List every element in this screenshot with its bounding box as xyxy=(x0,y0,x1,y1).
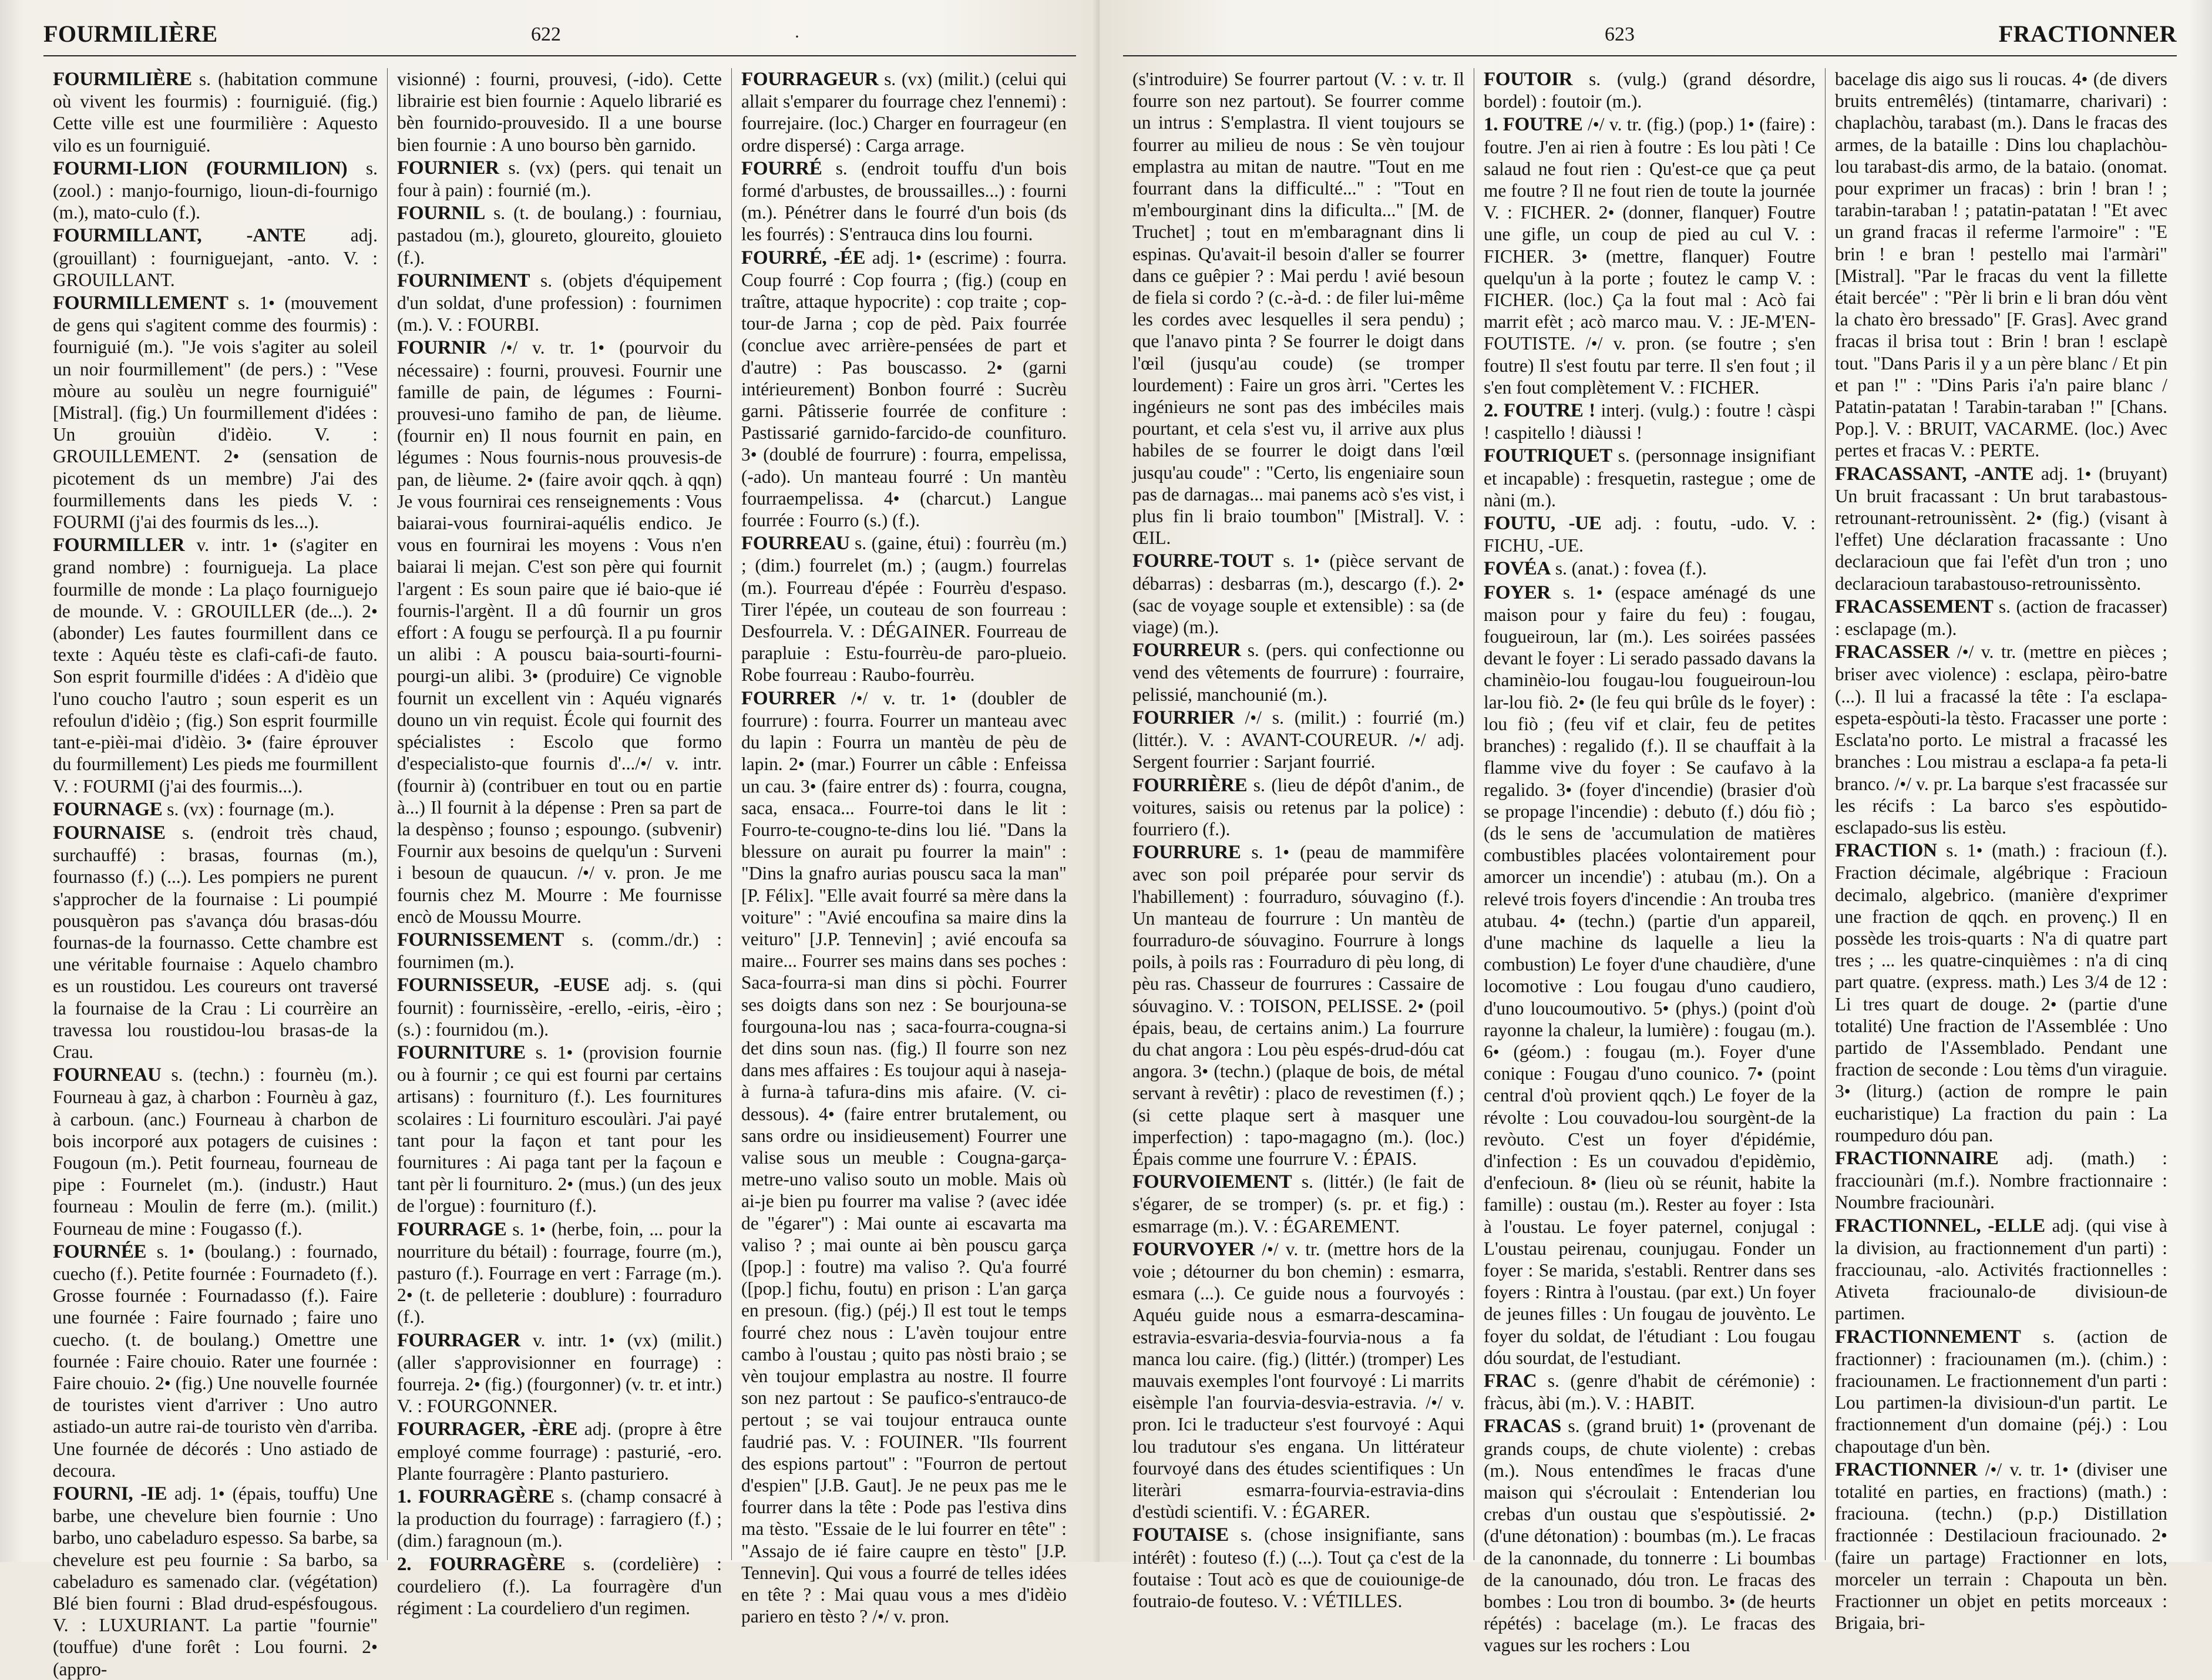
dictionary-entry xyxy=(53,1483,378,1680)
entry-headword: 2. FOURRAGÈRE xyxy=(397,1553,566,1575)
entry-headword: FOURMILLER xyxy=(53,535,185,556)
dictionary-entry xyxy=(1132,1171,1464,1237)
entry-definition: s. (objets d'équipement d'un soldat, d'une profession) : fournimen (m.). V. : FOURBI. xyxy=(397,270,722,335)
entry-headword: FOURRÉ xyxy=(741,157,822,179)
entry-headword: FOURREAU xyxy=(741,533,850,555)
entry-headword: FRACTIONNEL, -ELLE xyxy=(1835,1215,2045,1237)
entry-definition: s. (habitation commune où vivent les fourmis) : fourniguié. (fig.) Cette ville est une fourmilière : Aquesto vilo es un fourniguié. xyxy=(53,69,378,156)
dictionary-entry xyxy=(53,68,378,156)
entry-definition: s. (pers. qui confectionne ou vend des vêtements de fourrure) : fourraire, pelissié, manchounié (m.). xyxy=(1132,640,1464,705)
entry-definition: visionné) : fourni, prouvesi, (-ido). Cette librairie est bien fournie : Aquelo librarié es bèn fournido-prouvesido. Il a une bourse bien fournie : A uno bourso bèn garnido. xyxy=(397,69,722,155)
dictionary-entry xyxy=(397,929,722,973)
dictionary-entry xyxy=(1835,839,2167,1146)
entry-definition: s. (vx) (milit.) (celui qui allait s'emparer du fourrage chez l'ennemi) : fourrejaire. (loc.) Charger en fourrageur (en ordre dispersé) : Carga arrage. xyxy=(741,69,1067,156)
dictionary-entry xyxy=(741,247,1067,532)
dictionary-entry xyxy=(741,68,1067,156)
entry-definition: s. 1• (herbe, foin, ... pour la nourriture du bétail) : fourrage, fourre (m.), pasturo (f.). Fourrage en vert : Farrage (m.). 2• (t. de pelleterie : doublure) : fourraduro (f.). xyxy=(397,1218,722,1328)
entry-definition: s. (champ consacré à la production du fourrage) : farragiero (f.) ; (dim.) faragnoun (m.). xyxy=(397,1486,722,1551)
entry-definition: s. (action de fractionner) : fraciounamen (m.). (chim.) : fraciounamen. Le fractionnement d'un parti : Lou partimen-la divisioun-d'un partit. Le fractionnement d'un domaine (péj.) : Lou chapoutage d'un bèn. xyxy=(1835,1326,2167,1457)
entry-headword: FOURNEAU xyxy=(53,1064,162,1086)
entry-headword: FOURRER xyxy=(741,687,836,709)
entry-headword: FOURRIÈRE xyxy=(1132,774,1248,796)
entry-headword: FOURNI, -IE xyxy=(53,1483,167,1504)
dictionary-entry xyxy=(397,1486,722,1552)
dictionary-entry xyxy=(1132,841,1464,1170)
entry-definition: s. 1• (provision fournie ou à fournir ; ce qui est fourni par certains artisans) : fournituro (f.). Les fournitures scolaires : Li fournituro escoulàri. J'ai payé tant pour la façon et tant pour les fournitures : Ai paga tant per la façoun e tant pèr li fournituro. 2• (mus.) (un des jeux de l'orgue) : fournituro (f.). xyxy=(397,1041,722,1217)
dictionary-entry xyxy=(53,534,378,797)
entry-headword: FOYER xyxy=(1484,582,1551,603)
entry-definition: s. (genre d'habit de cérémonie) : fràcus, àbi (m.). V. : HABIT. xyxy=(1484,1370,1816,1414)
dictionary-entry xyxy=(741,532,1067,686)
entry-definition: s. (comm./dr.) : fournimen (m.). xyxy=(397,929,722,973)
dictionary-entry xyxy=(53,224,378,291)
dictionary-entry xyxy=(397,270,722,336)
entry-headword: FOURRIER xyxy=(1132,707,1235,728)
entry-definition: s. 1• (espace aménagé ds une maison pour y faire du feu) : fougau, fougueiroun, lar (m.). Les soirées passées devant le foyer : Li serado passado davans la chaminèio-lou fougau-lou fougueiroun-lou lar-lou fiò. 2• (le feu qui brûle ds le foyer) : lou fiò ; (feu vif et clair, feu de petites branches) : regalido (f.). Il se chauffait à la flamme vive du foyer : Se caufavo à la regalido. 3• (foyer d'incendie) (brasier d'où se propage l'incendie) : debuto (f.) dóu fiò ; (ds le sens de 'accumulation de matières combustibles placées volontairement pour amorcer un incendie') : atubau (m.). On a relevé trois foyers d'incendie : An trouba tres atubau. 4• (techn.) (partie d'un appareil, d'une machine ds laquelle a lieu la combustion) Le foyer d'une chaudière, d'une locomotive : Lou fougau d'uno caudiero, d'uno loucoumoutivo. 5• (phys.) (point d'où rayonne la chaleur, la lumière) : fougau (m.). 6• (géom.) : fougau (m.). Foyer d'une conique : Fougau d'uno counico. 7• (point central d'où provient qqch.) Le foyer de la révolte : Lou couvadou-lou sourgènt-de la revòuto. C'est un foyer d'épidémie, d'infection : Es un couvadou d'epidèmio, d'enfecioun. 8• (lieu où se réunit, habite la famille) : oustau (m.). Rester au foyer : Ista à l'oustau. Le foyer paternel, conjugal : L'oustau peirenau, counjugau. Fonder un foyer : Se marida, s'establi. Rentrer dans ses foyers : Rintra à l'oustau. (par ext.) Un foyer de jeunes filles : Un fougau de jouvènto. Le foyer du soldat, de l'étudiant : Lou fougau dóu sourdat, de l'estudiant. xyxy=(1484,582,1816,1368)
dictionary-entry xyxy=(397,1418,722,1484)
entry-definition: s. (action de fracasser) : esclapage (m.). xyxy=(1835,596,2167,640)
dictionary-entry xyxy=(1484,445,1816,511)
page-edge-shadow xyxy=(0,0,23,1562)
entry-headword: FOURMILLANT, -ANTE xyxy=(53,225,306,247)
dictionary-entry xyxy=(397,157,722,201)
entry-definition: adj. s. (qui fournit) : fournissèire, -erello, -eiris, -èiro ; (s.) : fournidou (m.). xyxy=(397,975,722,1040)
entry-headword: FOURVOIEMENT xyxy=(1132,1171,1292,1193)
entry-headword: 1. FOUTRE xyxy=(1484,114,1583,136)
left-columns xyxy=(43,68,1076,1679)
entry-definition: s. (gaine, étui) : fourrèu (m.) ; (dim.) fourrelet (m.) ; (augm.) fourrelas (m.). Fourreau d'épée : Fourrèu d'espaso. Tirer l'épée, un couteau de son fourreau : Desfourrela. V. : DÉGAINER. Fourreau de parapluie : Estu-fourrèu-de paro-plueio. Robe fourreau : Raubo-fourrèu. xyxy=(741,533,1067,686)
dictionary-entry xyxy=(397,202,722,268)
entry-headword: FOURMI-LION (FOURMILION) xyxy=(53,157,348,179)
entry-headword: FOUTU, -UE xyxy=(1484,513,1602,535)
right-column-2 xyxy=(1474,68,1826,1656)
dictionary-entry xyxy=(1132,1238,1464,1523)
entry-headword: FOURNIR xyxy=(397,337,486,359)
dictionary-entry xyxy=(53,822,378,1063)
entry-headword: FOURNISSEUR, -EUSE xyxy=(397,975,610,996)
entry-headword: FOURREUR xyxy=(1132,640,1241,661)
entry-definition: s. (vulg.) (grand désordre, bordel) : foutoir (m.). xyxy=(1484,69,1816,112)
dictionary-entry xyxy=(741,157,1067,246)
entry-definition: bacelage dis aigo sus li roucas. 4• (de divers bruits entremêlés) (tintamarre, charivari) : chaplachòu, tarabast (m.). Dans le fracas des armes, de la bataille : Dins lou chaplachòu-lou tarabast-dis armo, de la bataio. (onomat. pour exprimer un fracas) : brin ! bran ! ; tarabin-taraban ! ; patatin-patatan ! "Et avec un grand fracas il referme l'armoire" : "E brin ! e bran ! pestello mai l'armàri" [Mistral]. "Par le fracas du vent la fillette était bercée" : "Pèr li brin e li bran dóu vènt la chato èro bressado" [F. Gras]. Avec grand fracas il brisa tout : Brin ! bran ! esclapè tout. "Dans Paris il y a un père blanc / Et pin et pan !" : "Dins Paris i'a'n paire blanc / Patatin-patatan ! Tarabin-taraban !" [Chans. Pop.]. V. : BRUIT, VACARME. (loc.) Avec pertes et fracas V. : PERTE. xyxy=(1835,69,2167,461)
entry-definition: s. (vx) : fournage (m.). xyxy=(167,798,335,819)
entry-definition: s. (littér.) (le fait de s'égarer, de se tromper) (s. pr. et fig.) : esmarrage (m.). V. : ÉGAREMENT. xyxy=(1132,1171,1464,1237)
entry-definition: s. 1• (mouvement de gens qui s'agitent comme des fourmis) : fourniguié (m.). "Je vois s'agiter au soleil un noir fourmillement" (de pers.) : "Vese mòure au soulèu un negre fourniguié" [Mistral]. (fig.) Un fourmillement d'idées : Un grouiùn d'idèio. V. : GROUILLEMENT. 2• (sensation de picotement ds un membre) J'ai des fourmillements dans les pieds V. : FOURMI (j'ai des fourmis ds les...). xyxy=(53,293,378,533)
entry-definition: (s'introduire) Se fourrer partout (V. : v. tr. Il fourre son nez partout). Se fourrer comme un intrus : S'emplastra. Il vient toujours se fourrer au milieu de nous : Se vèn toujour emplastra au mitan de nautre. "Tout en me fourrant dans la difficulté..." : "Tout en m'embourginant dins la dificulta..." [M. de Truchet] ; tout en m'embaragnant dins li espinas. Qu'avait-il besoin d'aller se fourrer dans ce guêpier ? : Mai perdu ! avié besoun de fiela si cordo ? (c.-à-d. : de filer lui-même les cordes avec lesquelles il sera pendu) ; que l'anavo pinta ? Se fourrer le doigt dans l'œil (jusqu'au coude) (se tromper lourdement) : Faire un gros àrri. "Certes les ingénieurs ne sont pas des imbéciles mais pourtant, et cela s'est vu, il arrive aux plus habiles de se fourrer le doigt dans l'œil jusqu'au coude" : "Certo, lis engeniaire soun pas de darnagas... mai panems acò s'es vist, i plus fin li braio toumbon" [Mistral]. V. : ŒIL. xyxy=(1132,69,1464,549)
dictionary-entry xyxy=(1132,68,1464,549)
entry-definition: /•/ v. tr. (fig.) (pop.) 1• (faire) : foutre. J'en ai rien à foutre : Es lou pàti ! Ce salaud ne fout rien : Qu'est-ce que ça peut me foutre ? Il ne fout rien de toute la journée V. : FICHER. 2• (donner, flanquer) Foutre une gifle, un coup de pied au cul V. : FICHER. 3• (mettre, flanquer) Foutre quelqu'un à la porte ; foutez le camp V. : FICHER. (loc.) Ça la fout mal : Acò fai marrit efèt ; acò marco mau. V. : JE-M'EN-FOUTISTE. /•/ v. pron. (se foutre ; s'en foutre) Il s'est foutu par terre. Il s'en fout ; il s'en fout complètement V. : FICHER. xyxy=(1484,114,1816,398)
dictionary-entry xyxy=(397,1553,722,1619)
entry-definition: adj. (propre à être employé comme fourrage) : pasturié, -ero. Plante fourragère : Planto pasturiero. xyxy=(397,1419,722,1484)
left-column-3 xyxy=(732,68,1076,1627)
dictionary-entry xyxy=(53,292,378,533)
entry-headword: FRACTIONNAIRE xyxy=(1835,1147,1999,1169)
entry-headword: FOURNAISE xyxy=(53,822,166,844)
right-guide-word: FRACTIONNER xyxy=(1998,21,2177,47)
dictionary-entry xyxy=(53,1064,378,1239)
right-column-1 xyxy=(1123,68,1474,1612)
dictionary-entry xyxy=(397,1041,722,1217)
dictionary-entry xyxy=(1835,463,2167,594)
entry-definition: v. intr. 1• (s'agiter en grand nombre) : fournigueja. La place fourmille de monde : La plaço fourniguejo de mounde. V. : GROUILLER (de...). 2• (abonder) Les fautes fourmillent dans ce texte : Aquéu tèste es clafi-cafi-de fauto. Son esprit fourmille d'idées : A d'idèio que l'uno coucho l'autro ; soun esperit es un refoulun d'idèio ; (fig.) Son esprit fourmille tant-e-pièi-mai d'idèio. 3• (faire éprouver du fourmillement) Les pieds me fourmillent V. : FOURMI (j'ai des fourmis...). xyxy=(53,535,378,797)
dictionary-entry xyxy=(1835,1326,2167,1457)
entry-definition: s. 1• (boulang.) : fournado, cuecho (f.). Petite fournée : Fournadeto (f.). Grosse fournée : Fournadasso (f.). Faire une fournée : Faire fournado ; faire uno cuecho. (t. de boulang.) Omettre une fournée : Faire chouio. Rater une fournée : Faire chouio. 2• (fig.) Une nouvelle fournée de touristes vient d'arriver : Uno autro astiado-un autre rai-de touristo vèn d'arriba. Une fournée de décorés : Uno astiado de decoura. xyxy=(53,1241,378,1481)
dictionary-entry xyxy=(53,1241,378,1481)
dictionary-entry xyxy=(1835,1459,2167,1634)
entry-definition: s. (zool.) : manjo-fournigo, lioun-di-fournigo (m.), mato-culo (f.). xyxy=(53,157,378,223)
header-separator: · xyxy=(794,27,800,46)
entry-headword: FOURRAGEUR xyxy=(741,69,879,90)
entry-headword: FOURNISSEMENT xyxy=(397,929,564,950)
entry-headword: FOURRÉ, -ÉE xyxy=(741,247,866,268)
dictionary-entry xyxy=(1484,399,1816,443)
entry-headword: FOURMILIÈRE xyxy=(53,69,192,90)
entry-definition: /•/ v. tr. 1• (doubler de fourrure) : fourra. Fourrer un manteau avec du lapin : Fourra un mantèu de pèu de lapin. 2• (mar.) Fourrer un câble : Enfeissa un cau. 3• (faire entrer ds) : fourra, cougna, saca, ensaca... Fourre-toi dans le lit : Fourro-te-cougno-te-dins lou lié. "Dans la blessure on aurait pu fourrer la main" : "Dins la gnafro aurias pouscu saca la man" [P. Félix]. "Elle avait fourré sa mère dans la voiture" : "Avié encoufina sa maire dins la veituro" [J.P. Tennevin] ; avié encoufa sa maire... Fourrer ses mains dans ses poches : Saca-fourra-si man dins si pòchi. Fourrer ses doigts dans son nez : Se bourjouna-se fourgouna-lou nas ; saca-fourra-cougna-si det dins soun nas. (fig.) Il fourre son nez dans mes affaires : Es toujour aqui à naseja-à furna-à tafura-dins mis afaire. (V. ci-dessous). 4• (faire entrer brutalement, ou sans ordre ou insidieusement) Fourrer une valise sous un meuble : Cougna-garça-metre-uno valiso souto un moble. Mais où ai-je bien pu fourrer ma valise ? (avec idée de "égarer") : Mai ounte ai escavarta ma valiso ? ; mai ounte ai bèn pouscu garça ([pop.] : foutre) ma valiso ?. Qu'a fourré ([pop.] fichu, foutu) en prison : L'an garça en presoun. (fig.) (péj.) Il est tout le temps fourré chez nous : L'avèn toujour entre cambo à l'oustau ; quito pas nòsti braio ; se vèn toujour emplastra au nostre. Il fourre son nez partout : Se paufico-s'entrauco-de pertout ; se vai toujour entrauca ounte faudrié pas. V. : FOUINER. "Ils fourrent des espions partout" : "Fourron de pertout d'espien" [J.B. Gaut]. Je ne peux pas me le fourrer dans la tête : Pode pas l'estiva dins ma tèsto. "Essaie de le lui fourrer en tête" : "Assajo de ié faire caupre en tèsto" [J.P. Tennevin]. Qui vous a fourré de telles idées en tête ? : Mai quau vous a mes d'idèio pariero en tèsto ? /•/ v. pron. xyxy=(741,687,1067,1627)
dictionary-entry xyxy=(397,337,722,927)
entry-headword: FOUTOIR xyxy=(1484,69,1573,90)
dictionary-entry xyxy=(1132,550,1464,638)
entry-headword: FRACASSANT, -ANTE xyxy=(1835,463,2034,485)
dictionary-entry xyxy=(1484,113,1816,398)
dictionary-entry xyxy=(53,157,378,224)
dictionary-entry xyxy=(1835,596,2167,640)
right-columns xyxy=(1123,68,2177,1656)
entry-headword: FOURNIMENT xyxy=(397,270,530,291)
entry-definition: v. intr. 1• (vx) (milit.) (aller s'approvisionner en fourrage) : fourreja. 2• (fig.) (fourgonner) (v. tr. et intr.) V. : FOURGONNER. xyxy=(397,1329,722,1417)
dictionary-entry xyxy=(1132,707,1464,773)
left-column-1 xyxy=(43,68,388,1679)
entry-definition: s. (lieu de dépôt d'anim., de voitures, saisis ou retenus par la police) : fourriero (f.). xyxy=(1132,774,1464,839)
entry-definition: s. 1• (math.) : fracioun (f.). Fraction décimale, algébrique : Fracioun decimalo, algebrico. (manière d'exprimer une fraction de qqch. en provenç.) Il en possède les trois-quarts : N'a di quatre part tres ; ... les quatre-cinquièmes : n'a di cinq part quatre. (express. math.) Les 3/4 de 12 : Li tres quart de douge. 2• (partie d'une totalité) Une fraction de l'Assemblée : Uno partido de l'Assemblado. Pendant une fraction de seconde : Lou tèms d'un viraguie. 3• (liturg.) (action de rompre le pain eucharistique) La fraction du pain : La roumpeduro dóu pan. xyxy=(1835,840,2167,1145)
entry-headword: FRACTIONNEMENT xyxy=(1835,1326,2021,1348)
entry-definition: s. 1• (pièce servant de débarras) : desbarras (m.), descargo (f.). 2• (sac de voyage souple et extensible) : sa (de viage) (m.). xyxy=(1132,550,1464,638)
entry-definition: s. (endroit très chaud, surchauffé) : brasas, fournas (m.), fournasso (f.) (...). Les pompiers ne purent s'approcher de la fournaise : Li poumpié pousquèron pas s'avança dóu brasas-dóu fournas-de la fournasso. Cette chambre est une véritable fournaise : Aquelo chambro es un roustidou. Les coureurs ont traversé la fournaise de la Crau : Li courrèire an travessa lou roustidou-lou brasas-de la Crau. xyxy=(53,822,378,1062)
entry-definition: /•/ v. tr. (mettre hors de la voie ; détourner du bon chemin) : esmarra, esmara (...). Ce guide nous a fourvoyés : Aquéu guide nous a esmarra-descamina-estravia-esvaria-desvia-fourvia-nous a fa manca lou caire. (fig.) (littér.) (tromper) Les mauvais exemples l'ont fourvoyé : Li marrits eisèmple l'an fourvia-desvia-estravia. /•/ v. pron. Ici le traducteur s'est fourvoyé : Aqui lou tradutour s'es engana. Un littérateur fourvoyé dans des études scientifiques : Un literàri esmarra-fourvia-estravia-dins d'estùdi scientifi. V. : ÉGARER. xyxy=(1132,1238,1464,1523)
entry-headword: FOURNÉE xyxy=(53,1241,147,1262)
dictionary-entry xyxy=(1132,639,1464,705)
dictionary-entry xyxy=(1484,68,1816,112)
entry-headword: FOURNIL xyxy=(397,203,486,224)
entry-definition: /•/ v. tr. 1• (pourvoir du nécessaire) : fourni, prouvesi. Fournir une famille de pain, de légumes : Fourni-prouvesi-uno famiho de pan, de lièume. (fournir en) Il nous fournit en pain, en légumes : Nous fournis-nous prouvesis-de pan, de lièume. 2• (faire avoir qqch. à qqn) Je vous fournirai ces renseignements : Vous baiarai-vous fournirai-aquélis endico. Je vous en fournirai les moyens : Vous n'en baiarai li mejan. C'est son père qui fournit l'argent : Es soun paire que ié baio-que ié fournis-l'argènt. Il a dû fournir un gros effort : A fougu se perfourçà. Il a pu fournir un alibi : A pouscu baia-sourti-fourni-pourgi-un alibi. 3• (produire) Ce vignoble fournit un excellent vin : Aquéu vignarés douno un vin requist. École qui fournit des spécialistes : Escolo que formo d'especialisto-que fournis d'.../•/ v. intr. (fournir à) (contribuer en tout ou en partie à...) Il fournit à la dépense : Pren sa part de la despènso ; founso ; espoungo. (subvenir) Fournir aux besoins de quelqu'un : Surveni i besoun de quaucun. /•/ v. pron. Je me fournis chez M. Mourre : Me fournisse encò de Moussu Mourre. xyxy=(397,337,722,927)
dictionary-entry xyxy=(53,798,378,821)
entry-definition: adj. (math.) : fracciounàri (m.f.). Nombre fractionnaire : Noumbre fraciounàri. xyxy=(1835,1147,2167,1213)
entry-definition: s. (anat.) : fovea (f.). xyxy=(1555,558,1707,579)
dictionary-entry xyxy=(1835,68,2167,462)
entry-headword: FRACAS xyxy=(1484,1416,1562,1437)
page-edge-shadow xyxy=(2189,0,2212,1562)
entry-definition: s. (techn.) : fournèu (m.). Fourneau à gaz, à charbon : Fournèu à gaz, à carboun. (anc.) Fourneau à charbon de bois incorporé aux potagers de cuisines : Fougoun (m.). Petit fourneau, fourneau de pipe : Fournelet (m.). (industr.) Haut fourneau : Moulin de ferre (m.). (milit.) Fourneau de mine : Fougasso (f.). xyxy=(53,1064,378,1239)
right-column-3 xyxy=(1826,68,2177,1634)
entry-definition: s. 1• (peau de mammifère avec son poil préparée pour servir ds l'habillement) : fourraduro, sóuvagino (f.). Un manteau de fourrure : Un mantèu de fourraduro-de sóuvagino. Fourrure à longs poils, à poils ras : Fourraduro di pèu long, di pèu ras. Chasseur de fourrures : Cassaire de sóuvagino. V. : TOISON, PELISSE. 2• (poil épais, beau, de certains anim.) La fourrure du chat angora : Lou pèu espés-drud-dóu cat angora. 3• (techn.) (plaque de bois, de métal servant à revêtir) : placo de revestimen (f.) ; (si cette plaque sert à masquer une imperfection) : tapo-magagno (m.). (loc.) Épais comme une fourrure V. : ÉPAIS. xyxy=(1132,842,1464,1169)
entry-definition: adj. 1• (escrime) : fourra. Coup fourré : Cop fourra ; (fig.) (coup en traître, attaque hypocrite) : cop traite ; cop-tour-de Jarna ; cop de pèd. Paix fourrée (conclue avec arrière-pensées de part et d'autre) : Pas bouscasso. 2• (garni intérieurement) Bonbon fourré : Sucrèu garni. Pâtisserie fourrée de confiture : Pastissarié garnido-farcido-de counfituro. 3• (doublé de fourrure) : fourra, empelissa, (-ado). Un manteau fourré : Un mantèu fourraempelissa. 4• (charcut.) Langue fourrée : Fourro (s.) (f.). xyxy=(741,247,1067,531)
entry-definition: interj. (vulg.) : foutre ! càspi ! caspitello ! diàussi ! xyxy=(1484,400,1816,443)
entry-definition: s. (grand bruit) 1• (provenant de grands coups, de chute violente) : crebas (m.). Nous entendîmes le fracas d'une maison qui s'écroulait : Entenderian lou crebas d'un oustau que s'espòutissié. 2• (d'une détonation) : boumbas (m.). Le fracas de la canonnade, du tonnerre : Li boumbas de la canounado, dóu tron. Le fracas des bombes : Lou tron di boumbo. 3• (de heurts répétés) : bacelage (m.). Le fracas des vagues sur les rochers : Lou xyxy=(1484,1416,1816,1656)
entry-headword: 1. FOURRAGÈRE xyxy=(397,1486,554,1507)
entry-definition: adj. 1• (bruyant) Un bruit fracassant : Un brut tarabastous-retrounant-retrounissènt. 2• (fig.) (visant à l'effet) Une déclaration fracassante : Uno declaracioun que fai l'efèt d'un tron ; uno declaracioun tarabastouso-retrounissènto. xyxy=(1835,463,2167,594)
dictionary-entry xyxy=(397,1329,722,1417)
entry-headword: FOUTRIQUET xyxy=(1484,445,1612,467)
left-guide-word: FOURMILIÈRE xyxy=(43,21,218,47)
entry-headword: FOUTAISE xyxy=(1132,1524,1229,1546)
dictionary-entry xyxy=(1484,582,1816,1369)
dictionary-entry xyxy=(1484,512,1816,556)
dictionary-entry xyxy=(397,974,722,1040)
entry-headword: FOURRURE xyxy=(1132,842,1241,863)
entry-headword: FRAC xyxy=(1484,1370,1537,1392)
entry-definition: s. (personnage insignifiant et incapable) : fresquetin, rastegue ; ome de nàni (m.). xyxy=(1484,445,1816,510)
entry-headword: FOURRAGE xyxy=(397,1218,507,1240)
entry-headword: FOURRE-TOUT xyxy=(1132,550,1273,572)
dictionary-entry xyxy=(397,1218,722,1328)
entry-headword: FRACASSER xyxy=(1835,641,1950,663)
entry-headword: FRACTION xyxy=(1835,840,1937,862)
entry-definition: adj. (qui vise à la division, au fractionnement d'un parti) : fracciounau, -alo. Activités fractionnelles : Ativeta fraciounalo-de divisioun-de partimen. xyxy=(1835,1215,2167,1324)
dictionary-entry xyxy=(1835,1147,2167,1214)
dictionary-entry xyxy=(1835,641,2167,838)
entry-headword: FOURNIER xyxy=(397,157,499,179)
dictionary-entry xyxy=(1484,1370,1816,1414)
dictionary-entry xyxy=(1484,1415,1816,1656)
entry-headword: FOURRAGER xyxy=(397,1329,520,1351)
right-page-number: 623 xyxy=(1605,23,1635,45)
entry-definition: s. (t. de boulang.) : fourniau, pastadou (m.), gloureto, gloureito, glouieto (f.). xyxy=(397,203,722,268)
entry-definition: s. (cordelière) : courdeliero (f.). La fourragère d'un régiment : La courdeliero d'un regimen. xyxy=(397,1553,722,1619)
entry-definition: adj. 1• (épais, touffu) Une barbe, une chevelure bien fournie : Uno barbo, uno cabeladuro espesso. Sa barbe, sa chevelure est peu fournie : Sa barbo, sa cabeladuro es samenado clar. (végétation) Blé bien fourni : Blad drud-espésfougous. V. : LUXURIANT. La partie "fournie" (touffue) d'une forêt : Lou fourni. 2• (appro- xyxy=(53,1483,378,1679)
entry-headword: FRACTIONNER xyxy=(1835,1459,1978,1480)
dictionary-entry xyxy=(1132,1524,1464,1612)
entry-headword: FOURNAGE xyxy=(53,798,163,820)
entry-headword: 2. FOUTRE ! xyxy=(1484,400,1595,422)
entry-headword: FOURNITURE xyxy=(397,1041,526,1063)
entry-definition: /•/ v. tr. 1• (diviser une totalité en parties, en fractions) (math.) : fraciouna. (techn.) (p.p.) Distillation fractionnée : Destilacioun fraciounado. 2• (faire un partage) Fractionner en lots, morceler un terrain : Chapouta un bèn. Fractionner un objet en petits morceaux : Brigaia, bri- xyxy=(1835,1459,2167,1634)
right-page-header xyxy=(794,16,2177,56)
dictionary-entry xyxy=(1132,774,1464,841)
entry-definition: adj. (grouillant) : fourniguejant, -anto. V. : GROUILLANT. xyxy=(53,225,378,290)
left-page xyxy=(0,0,1100,1679)
entry-definition: adj. : foutu, -udo. V. : FICHU, -UE. xyxy=(1484,513,1816,556)
dictionary-entry xyxy=(741,687,1067,1628)
entry-headword: FOVÉA xyxy=(1484,558,1551,580)
left-column-2 xyxy=(388,68,732,1619)
dictionary-entry xyxy=(1484,557,1816,580)
entry-headword: FOURVOYER xyxy=(1132,1238,1255,1260)
entry-definition: /•/ v. tr. (mettre en pièces ; briser avec violence) : esclapa, pèiro-batre (...). Il lui a fracassé la tête : I'a esclapa-espeta-espòuti-la tèsto. Fracasser une porte : Esclata'no porto. Le mistral a fracassé les branches : Lou mistrau a esclapa-a fa peta-li branco. /•/ v. pr. La barque s'est fracassée sur les récifs : La barco s'es espòutido-esclapado-sus lis estèu. xyxy=(1835,641,2167,838)
entry-definition: /•/ s. (milit.) : fourrié (m.) (littér.). V. : AVANT-COUREUR. /•/ adj. Sergent fourrier : Sarjant fourrié. xyxy=(1132,707,1464,772)
dictionary-entry xyxy=(397,68,722,156)
entry-definition: s. (chose insignifiante, sans intérêt) : fouteso (f.) (...). Tout ça c'est de la foutaise : Tout acò es que de couiounige-de foutraio-de fouteso. V. : VÉTILLES. xyxy=(1132,1524,1464,1612)
entry-definition: s. (endroit touffu d'un bois formé d'arbustes, de broussailles...) : fourni (m.). Pénétrer dans le fourré d'un bois (ds les fourrés) : S'entrauca dins lou fourni. xyxy=(741,157,1067,245)
left-page-number: 622 xyxy=(531,23,561,45)
left-page-header xyxy=(43,16,1076,56)
entry-headword: FOURMILLEMENT xyxy=(53,293,228,314)
entry-headword: FRACASSEMENT xyxy=(1835,596,1994,617)
entry-definition: s. (vx) (pers. qui tenait un four à pain) : fournié (m.). xyxy=(397,157,722,201)
dictionary-entry xyxy=(1835,1215,2167,1325)
entry-headword: FOURRAGER, -ÈRE xyxy=(397,1419,578,1440)
